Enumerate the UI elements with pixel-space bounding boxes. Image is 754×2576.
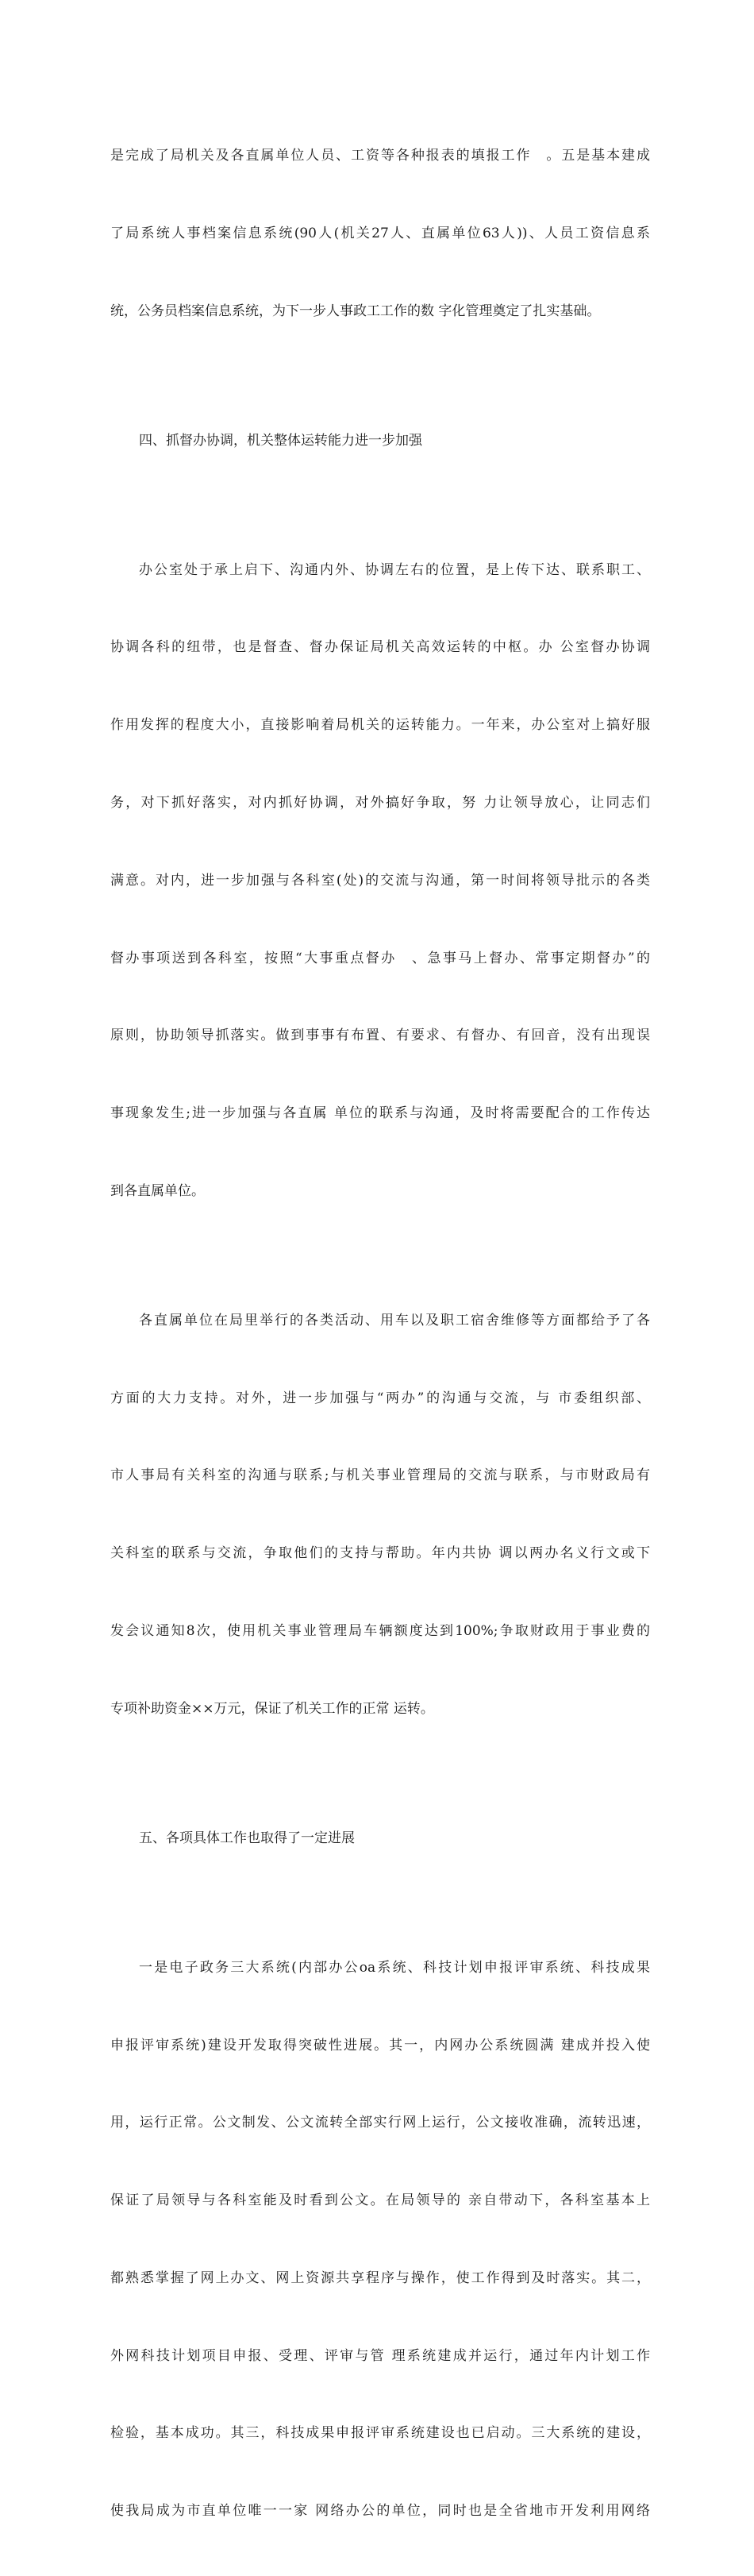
text-line: 办公室处于承上启下、沟通内外、协调左右的位置，是上传下达、联系职工、 xyxy=(139,561,650,578)
text-line: 作用发挥的程度大小，直接影响着局机关的运转能力。一年来，办公室对上搞好服 xyxy=(110,717,650,734)
text-line: 各直属单位在局里举行的各类活动、用车以及职工宿舍维修等方面都给予了各 xyxy=(139,1312,650,1328)
text-line: 关科室的联系与交流，争取他们的支持与帮助。年内共协 调以两办名义行文或下 xyxy=(110,1545,650,1562)
text-line: 保证了局领导与各科室能及时看到公文。在局领导的 亲自带动下，各科室基本上 xyxy=(110,2192,650,2209)
paragraph xyxy=(110,506,650,1256)
text-line: 务，对下抓好落实，对内抓好协调，对外搞好争取，努 力让领导放心，让同志们 xyxy=(110,795,650,812)
text-line: 统，公务员档案信息系统，为下一步人事政工工作的数 字化管理奠定了扎实基础。 xyxy=(110,303,601,319)
text-line: 使我局成为市直单位唯一一家 网络办公的单位，同时也是全省地市开发利用网络 xyxy=(110,2503,650,2520)
text-line: 都熟悉掌握了网上办文、网上资源共享程序与操作，使工作得到及时落实。其二， xyxy=(110,2269,650,2286)
text-line: 原则，协助领导抓落实。做到事事有布置、有要求、有督办、有回音，没有出现误 xyxy=(110,1028,650,1044)
text-line: 了局系统人事档案信息系统(90人(机关27人、直属单位63人))、人员工资信息系 xyxy=(110,225,650,241)
text-line: 市人事局有关科室的沟通与联系;与机关事业管理局的交流与联系，与市财政局有 xyxy=(110,1467,650,1484)
text-line: 外网科技计划项目申报、受理、评审与管 理系统建成并运行，通过年内计划工作 xyxy=(110,2347,650,2364)
text-line: 五、各项具体工作也取得了一定进展 xyxy=(139,1830,355,1846)
text-line: 事现象发生;进一步加强与各直属 单位的联系与沟通，及时将需要配合的工作传达 xyxy=(110,1105,650,1122)
text-line: 方面的大力支持。对外，进一步加强与“两办”的沟通与交流，与 市委组织部、 xyxy=(110,1390,650,1406)
section-heading xyxy=(110,1774,650,1903)
text-line: 发会议通知8次，使用机关事业管理局车辆额度达到100%;争取财政用于事业费的 xyxy=(110,1623,650,1640)
text-line: 用，运行正常。公文制发、公文流转全部实行网上运行，公文接收准确，流转迅速， xyxy=(110,2115,650,2131)
text-line: 到各直属单位。 xyxy=(110,1182,205,1199)
text-line: 督办事项送到各科室，按照“大事重点督办 、急事马上督办、常事定期督办”的 xyxy=(110,950,650,966)
text-line: 申报评审系统)建设开发取得突破性进展。其一，内网办公系统圆满 建成并投入使 xyxy=(110,2037,650,2053)
section-heading xyxy=(110,376,650,506)
text-line: 检验，基本成功。其三，科技成果申报评审系统建设也已启动。三大系统的建设， xyxy=(110,2425,650,2442)
paragraph xyxy=(110,1256,650,1774)
text-line: 满意。对内，进一步加强与各科室(处)的交流与沟通，第一时间将领导批示的各类 xyxy=(110,872,650,889)
paragraph xyxy=(110,91,650,376)
text-line: 一是电子政务三大系统(内部办公oa系统、科技计划申报评审系统、科技成果 xyxy=(139,1959,650,1976)
text-line: 四、抓督办协调，机关整体运转能力进一步加强 xyxy=(139,432,422,449)
text-line: 是完成了局机关及各直属单位人员、工资等各种报表的填报工作 。五是基本建成 xyxy=(110,148,650,164)
paragraph xyxy=(110,1903,650,2576)
text-line: 专项补助资金××万元，保证了机关工作的正常 运转。 xyxy=(110,1700,434,1717)
text-line: 协调各科的纽带，也是督查、督办保证局机关高效运转的中枢。办 公室督办协调 xyxy=(110,639,650,656)
document-body xyxy=(110,91,650,2576)
